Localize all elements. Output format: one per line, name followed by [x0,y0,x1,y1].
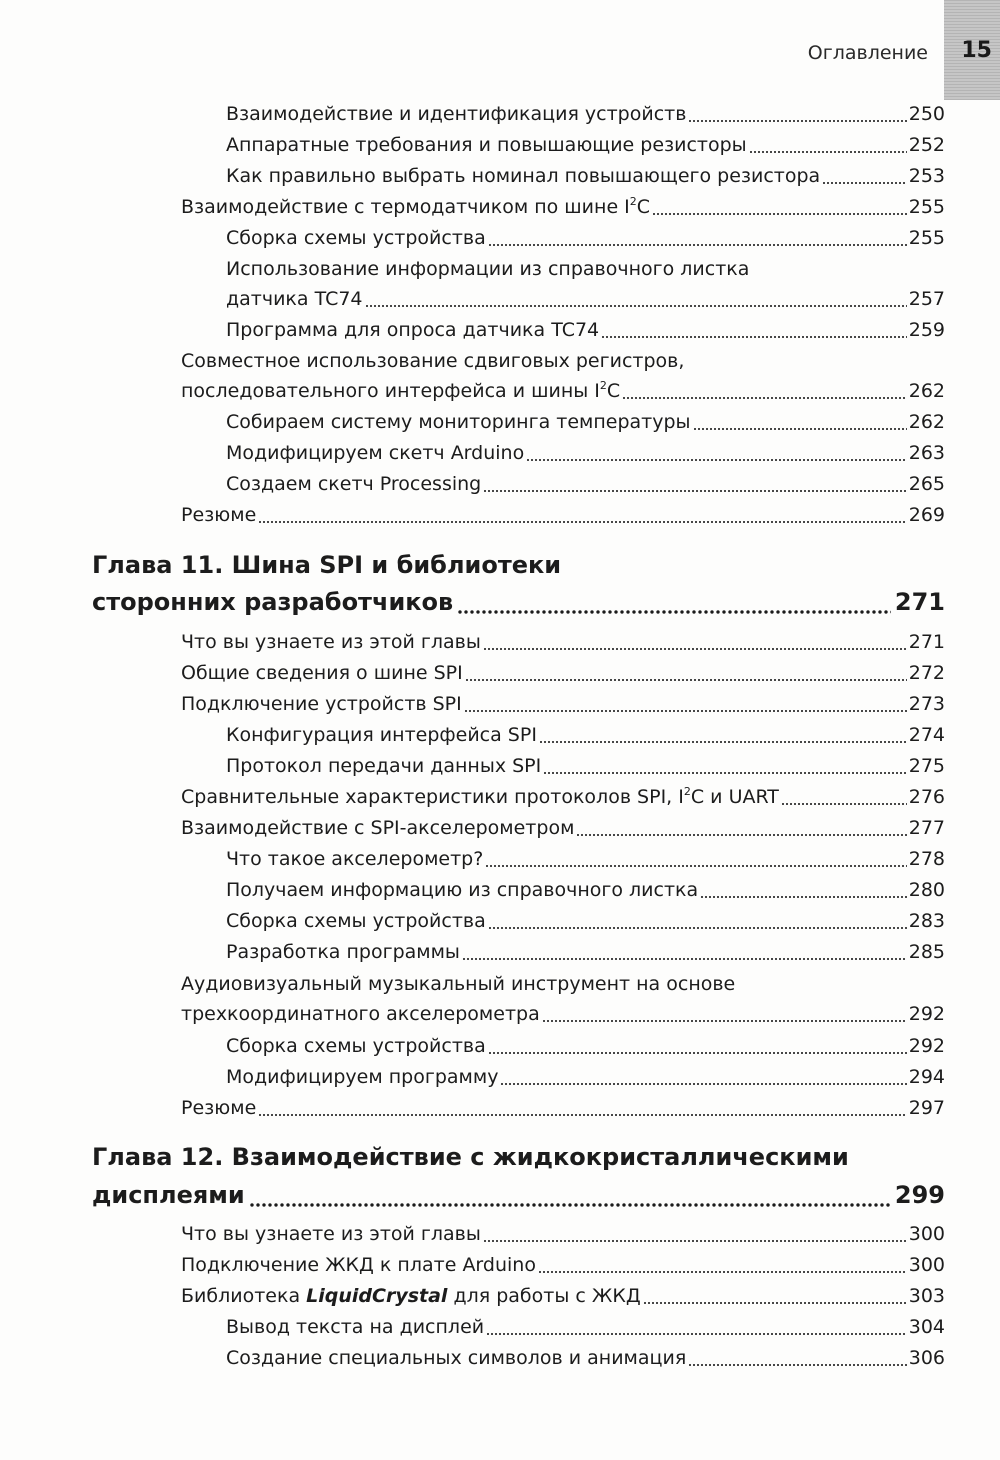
toc-entry[interactable]: Резюме 269 [181,504,945,526]
leader-dots [749,133,907,157]
toc-entry[interactable]: Что вы узнаете из этой главы 300 [181,1223,945,1245]
leader-dots [688,1346,906,1370]
toc-entry[interactable]: Вывод текста на дисплей 304 [226,1316,945,1338]
running-header: Оглавление [807,42,928,64]
chapter-title-line1[interactable]: Глава 12. Взаимодействие с жидкокристаллическими [92,1143,849,1171]
toc-entry[interactable]: последовательного интерфейса и шины $I^2C$ 262 [181,378,945,402]
leader-dots [485,847,906,871]
leader-dots [643,1284,907,1308]
toc-entry-line1[interactable]: Совместное использование сдвиговых регистров, [181,350,685,372]
leader-dots [465,661,907,685]
toc-entry[interactable]: Модифицируем программу 294 [226,1066,945,1088]
toc-entry[interactable]: Как правильно выбрать номинал повышающего резистора 253 [226,165,945,187]
leader-dots [258,503,906,527]
toc-entry[interactable]: Сборка схемы устройства 283 [226,910,945,932]
toc-entry[interactable]: Протокол передачи данных SPI 275 [226,755,945,777]
toc-entry-line1[interactable]: Аудиовизуальный музыкальный инструмент на основе [181,973,736,995]
toc-entry[interactable]: Подключение ЖКД к плате Arduino 300 [181,1254,945,1276]
toc-entry[interactable]: Сборка схемы устройства 292 [226,1035,945,1057]
toc-entry-line1[interactable]: Использование информации из справочного листка [226,258,750,280]
toc-entry[interactable]: Что вы узнаете из этой главы 271 [181,631,945,653]
chapter-title-line2[interactable]: сторонних разработчиков 271 [92,588,945,616]
chapter-title-line2[interactable]: дисплеями 299 [92,1181,945,1209]
leader-dots [622,379,907,403]
toc-entry[interactable]: Сборка схемы устройства 255 [226,227,945,249]
toc-entry[interactable]: Резюме 297 [181,1097,945,1119]
toc-entry[interactable]: Взаимодействие с термодатчиком по шине $I^2C$ 255 [181,194,945,218]
leader-dots [464,692,907,716]
leader-dots [539,723,907,747]
leader-dots [652,195,907,219]
toc-entry[interactable]: Что такое акселерометр? 278 [226,848,945,870]
toc-entry[interactable]: Аппаратные требования и повышающие резисторы 252 [226,134,945,156]
leader-dots [693,410,907,434]
toc-entry[interactable]: Создание специальных символов и анимация 306 [226,1347,945,1369]
leader-dots [526,441,907,465]
leader-dots [601,318,907,342]
leader-dots [781,785,907,809]
leader-dots [688,102,906,126]
leader-dots [483,630,907,654]
toc-entry[interactable]: Программа для опроса датчика TC74 259 [226,319,945,341]
toc-entry[interactable]: Создаем скетч Processing 265 [226,473,945,495]
leader-dots [462,940,907,964]
leader-dots [249,1180,891,1210]
toc-entry[interactable]: Взаимодействие и идентификация устройств 250 [226,103,945,125]
page-number: 15 [961,38,992,63]
toc-entry[interactable]: Подключение устройств SPI 273 [181,693,945,715]
toc-entry[interactable]: Модифицируем скетч Arduino 263 [226,442,945,464]
leader-dots [576,816,906,840]
leader-dots [483,1222,907,1246]
leader-dots [538,1253,907,1277]
leader-dots [543,754,906,778]
toc-entry[interactable]: Сравнительные характеристики протоколов SPI, $I^2C$ и UART 276 [181,784,945,808]
toc-entry[interactable]: Взаимодействие с SPI-акселерометром 277 [181,817,945,839]
leader-dots [500,1065,906,1089]
leader-dots [700,878,907,902]
toc-entry[interactable]: Собираем систему мониторинга температуры 262 [226,411,945,433]
leader-dots [542,1002,907,1026]
leader-dots [457,587,891,617]
toc-entry[interactable]: датчика TC74 257 [226,288,945,310]
leader-dots [486,1315,907,1339]
leader-dots [483,472,906,496]
leader-dots [822,164,907,188]
toc-entry[interactable]: Конфигурация интерфейса SPI 274 [226,724,945,746]
leader-dots [488,909,907,933]
chapter-title-line1[interactable]: Глава 11. Шина SPI и библиотеки [92,551,562,579]
leader-dots [488,226,907,250]
toc-entry[interactable]: Получаем информацию из справочного листка 280 [226,879,945,901]
toc-entry[interactable]: Разработка программы 285 [226,941,945,963]
leader-dots [365,287,907,311]
leader-dots [258,1096,906,1120]
toc-entry[interactable]: Общие сведения о шине SPI 272 [181,662,945,684]
toc-entry[interactable]: Библиотека LiquidCrystal для работы с ЖКД 303 [181,1285,945,1307]
toc-entry[interactable]: трехкоординатного акселерометра 292 [181,1003,945,1025]
leader-dots [488,1034,907,1058]
